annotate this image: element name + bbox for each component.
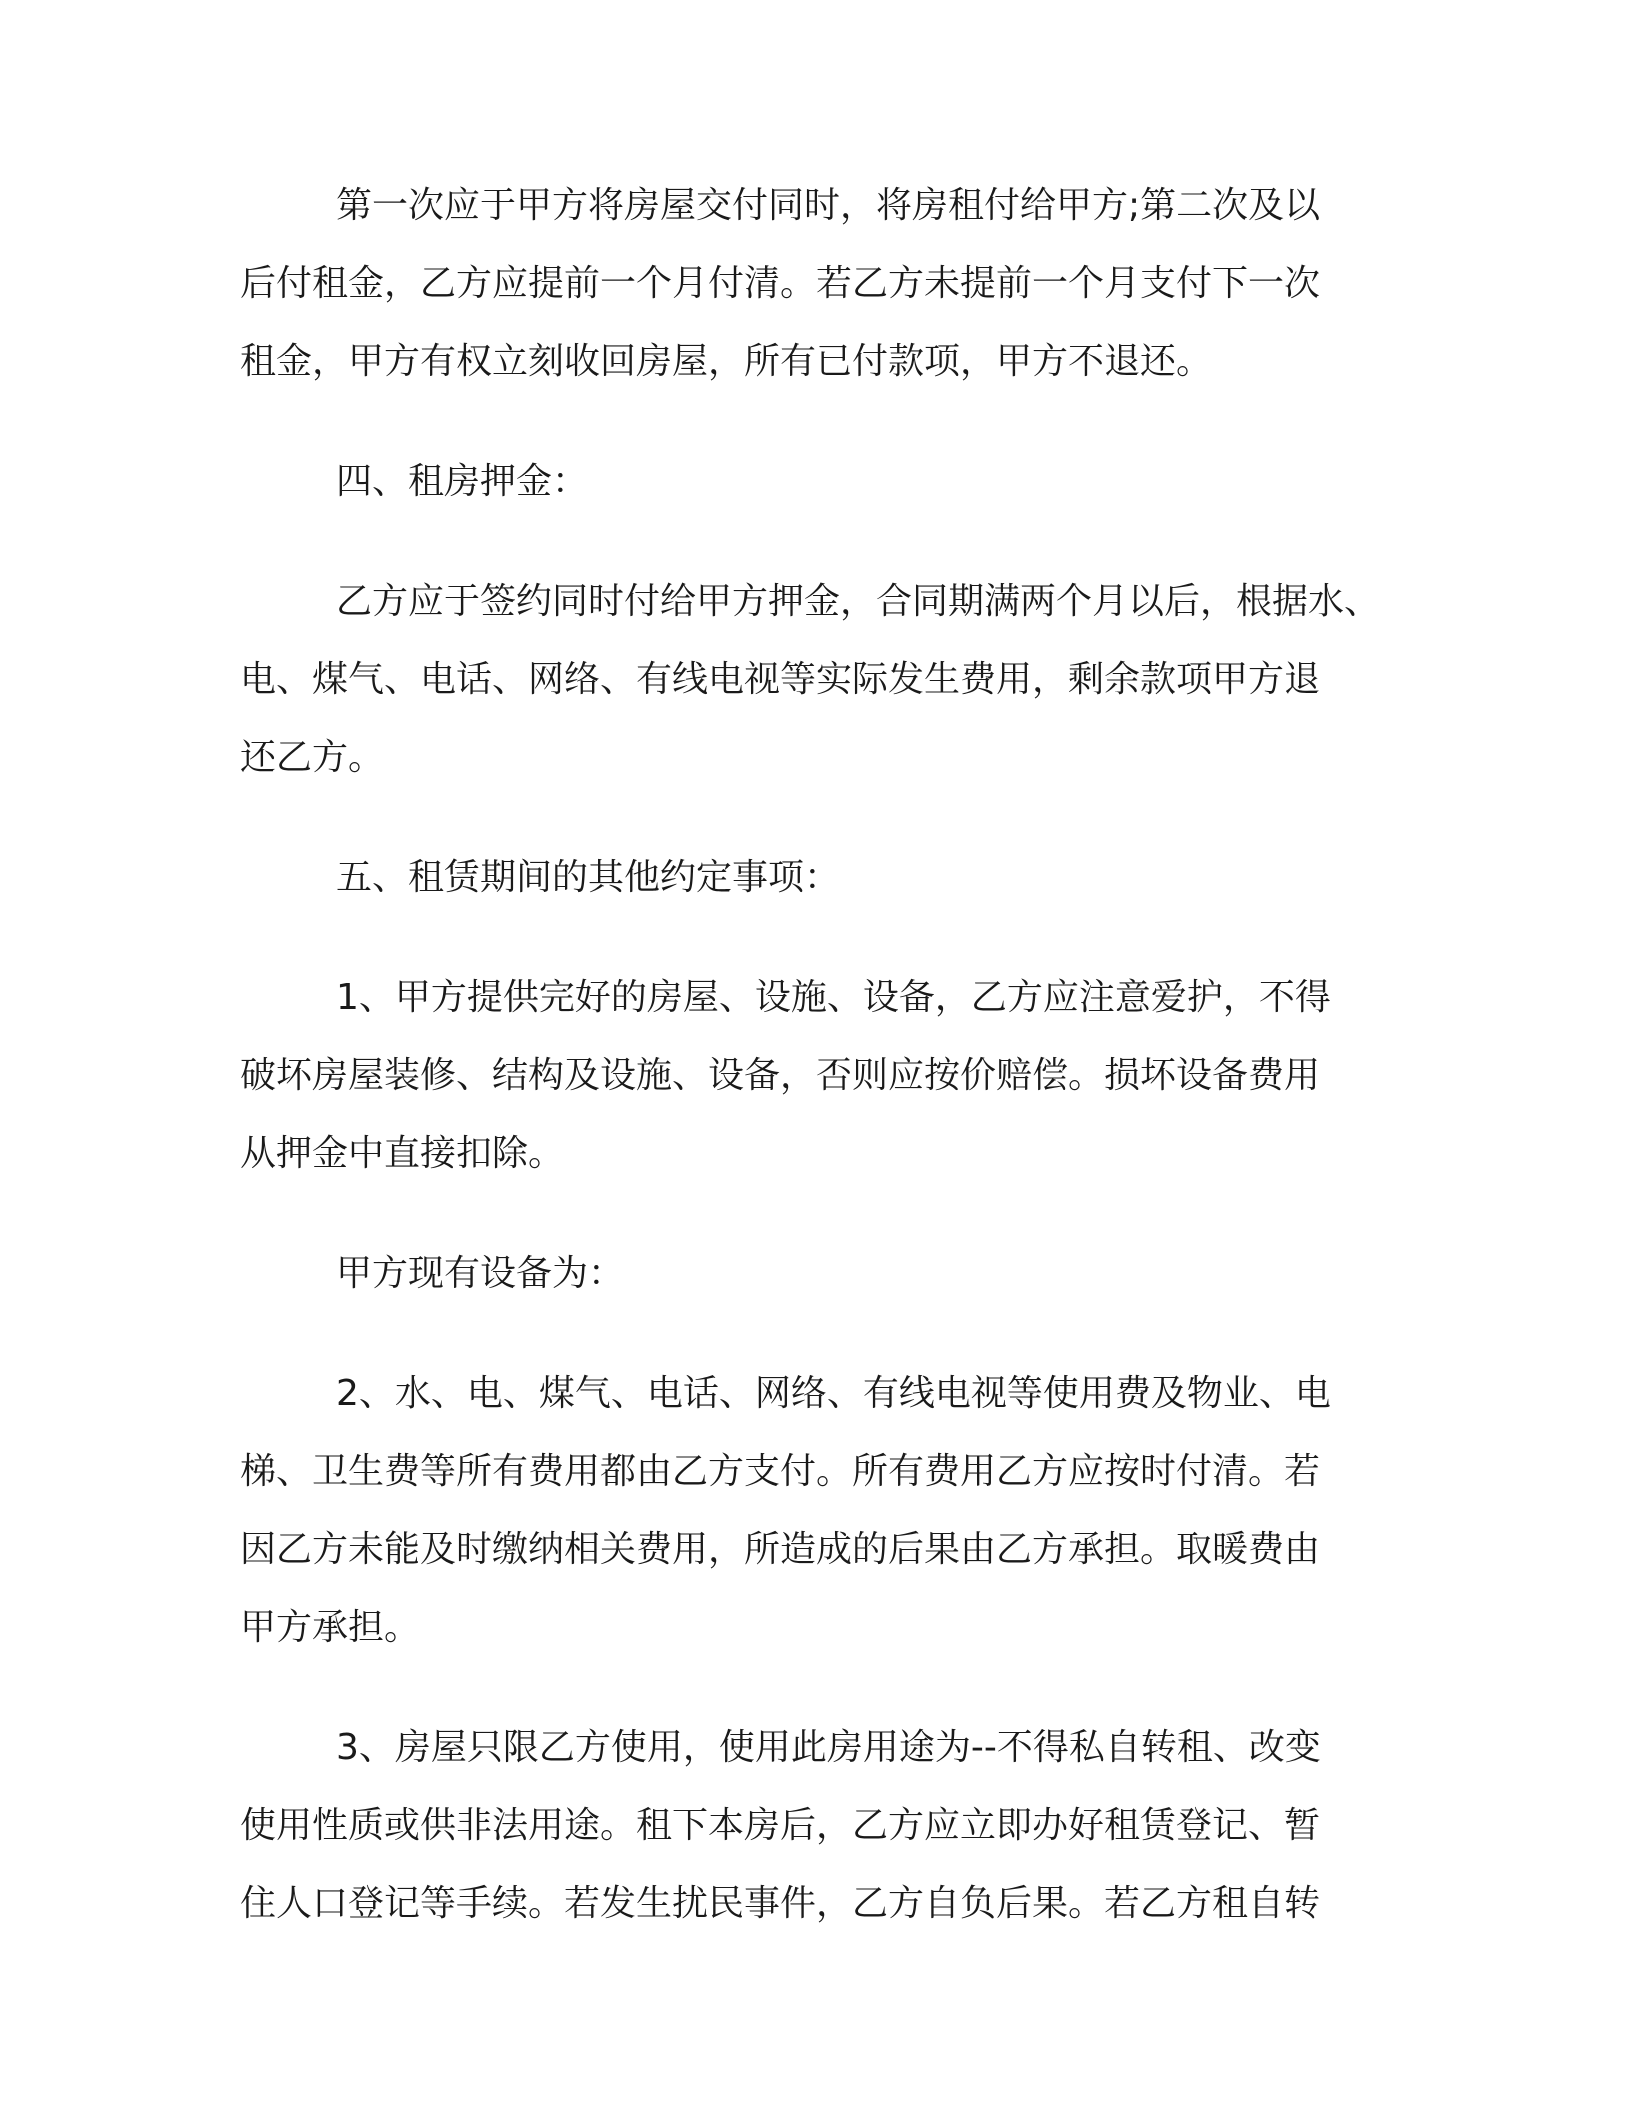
text-line: 甲方现有设备为： — [336, 1253, 625, 1294]
text-line: 破坏房屋装修、结构及设施、设备，否则应按价赔偿。损坏设备费用 — [240, 1055, 1321, 1096]
paragraph-term-2 — [240, 1374, 1400, 1648]
text-line: 1、甲方提供完好的房屋、设施、设备，乙方应注意爱护，不得 — [336, 977, 1331, 1018]
text-line: 使用性质或供非法用途。租下本房后，乙方应立即办好租赁登记、暂 — [240, 1805, 1321, 1846]
text-line: 住人口登记等手续。若发生扰民事件，乙方自负后果。若乙方租自转 — [240, 1883, 1321, 1924]
section-heading: 五、租赁期间的其他约定事项： — [336, 857, 841, 898]
document-body — [240, 186, 1400, 1924]
paragraph-rent-payment — [240, 186, 1400, 382]
paragraph-term-3 — [240, 1728, 1400, 1924]
text-line: 甲方承担。 — [240, 1607, 421, 1648]
text-line: 从押金中直接扣除。 — [240, 1133, 565, 1174]
paragraph-deposit — [240, 582, 1400, 778]
text-line: 2、水、电、煤气、电话、网络、有线电视等使用费及物业、电 — [336, 1373, 1331, 1414]
section-heading-other-terms — [240, 858, 1400, 898]
text-line: 还乙方。 — [240, 737, 385, 778]
section-heading: 四、租房押金： — [336, 461, 589, 502]
text-line: 电、煤气、电话、网络、有线电视等实际发生费用，剩余款项甲方退 — [240, 659, 1321, 700]
text-line: 梯、卫生费等所有费用都由乙方支付。所有费用乙方应按时付清。若 — [240, 1451, 1321, 1492]
text-line: 租金，甲方有权立刻收回房屋，所有已付款项，甲方不退还。 — [240, 341, 1213, 382]
text-line: 第一次应于甲方将房屋交付同时，将房租付给甲方;第二次及以 — [336, 185, 1321, 226]
text-line: 后付租金，乙方应提前一个月付清。若乙方未提前一个月支付下一次 — [240, 263, 1321, 304]
paragraph-term-1 — [240, 978, 1400, 1174]
text-line: 乙方应于签约同时付给甲方押金，合同期满两个月以后，根据水、 — [336, 581, 1381, 622]
text-line: 3、房屋只限乙方使用，使用此房用途为--不得私自转租、改变 — [336, 1727, 1321, 1768]
paragraph-existing-equipment — [240, 1254, 1400, 1294]
text-line: 因乙方未能及时缴纳相关费用，所造成的后果由乙方承担。取暖费由 — [240, 1529, 1321, 1570]
section-heading-deposit — [240, 462, 1400, 502]
